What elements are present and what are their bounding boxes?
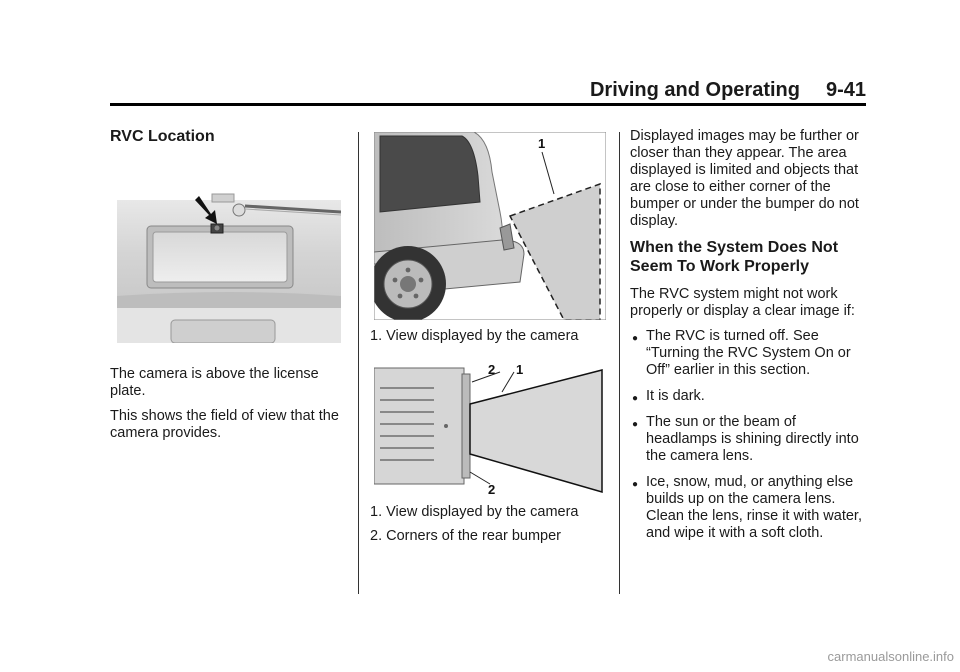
figure1-caption: 1. View displayed by the camera [370, 328, 579, 344]
license-plate-camera-figure [117, 188, 341, 343]
bullet-icon: ● [632, 479, 639, 490]
camera-location-paragraph: The camera is above the license plate. [110, 366, 319, 399]
rvc-location-heading: RVC Location [110, 128, 215, 145]
troubleshoot-list [630, 328, 866, 542]
list-item: ● Ice, snow, mud, or anything else builds up on the camera lens. Clean the lens, rinse it with water, and wipe it with a soft cloth. [632, 474, 862, 541]
figure2-caption-1: 1. View displayed by the camera [370, 504, 579, 520]
column-divider-left [358, 132, 359, 594]
watermark: carmanualsonline.info [827, 649, 954, 664]
bullet-icon: ● [632, 333, 639, 344]
page-header [110, 76, 866, 106]
section-title: Driving and Operating [589, 79, 800, 101]
bullet-icon: ● [632, 393, 639, 404]
list-item: ● The sun or the beam of headlamps is shining directly into the camera lens. [632, 414, 859, 464]
column-divider-right [619, 132, 620, 594]
list-item: ● The RVC is turned off. See “Turning the RVC System On or Off” earlier in this section. [632, 328, 851, 378]
rear-quarter-view-figure [374, 132, 606, 320]
field-of-view-paragraph: This shows the field of view that the camera provides. [110, 408, 339, 441]
fig1-callout-1: 1 [538, 136, 546, 151]
troubleshoot-intro: The RVC system might not work properly or display a clear image if: [630, 286, 855, 319]
displayed-images-paragraph: Displayed images may be further or closer than they appear. The area displayed is limited and objects that are close to either corner of the bumper or under the bumper do not display. [630, 128, 859, 229]
top-down-view-figure [374, 362, 606, 496]
list-item: ● It is dark. [630, 388, 866, 405]
bullet-icon: ● [632, 419, 639, 430]
fig2-callout-2-top: 2 [488, 362, 496, 377]
fig2-callout-1: 1 [516, 362, 524, 377]
right-column-text [630, 128, 866, 551]
fig2-callout-2-bottom: 2 [488, 482, 496, 496]
troubleshoot-heading: When the System Does Not Seem To Work Properly [630, 239, 839, 275]
page-number: 9-41 [825, 79, 866, 101]
figure2-caption-2: 2. Corners of the rear bumper [370, 528, 562, 544]
left-column-text [110, 366, 348, 450]
